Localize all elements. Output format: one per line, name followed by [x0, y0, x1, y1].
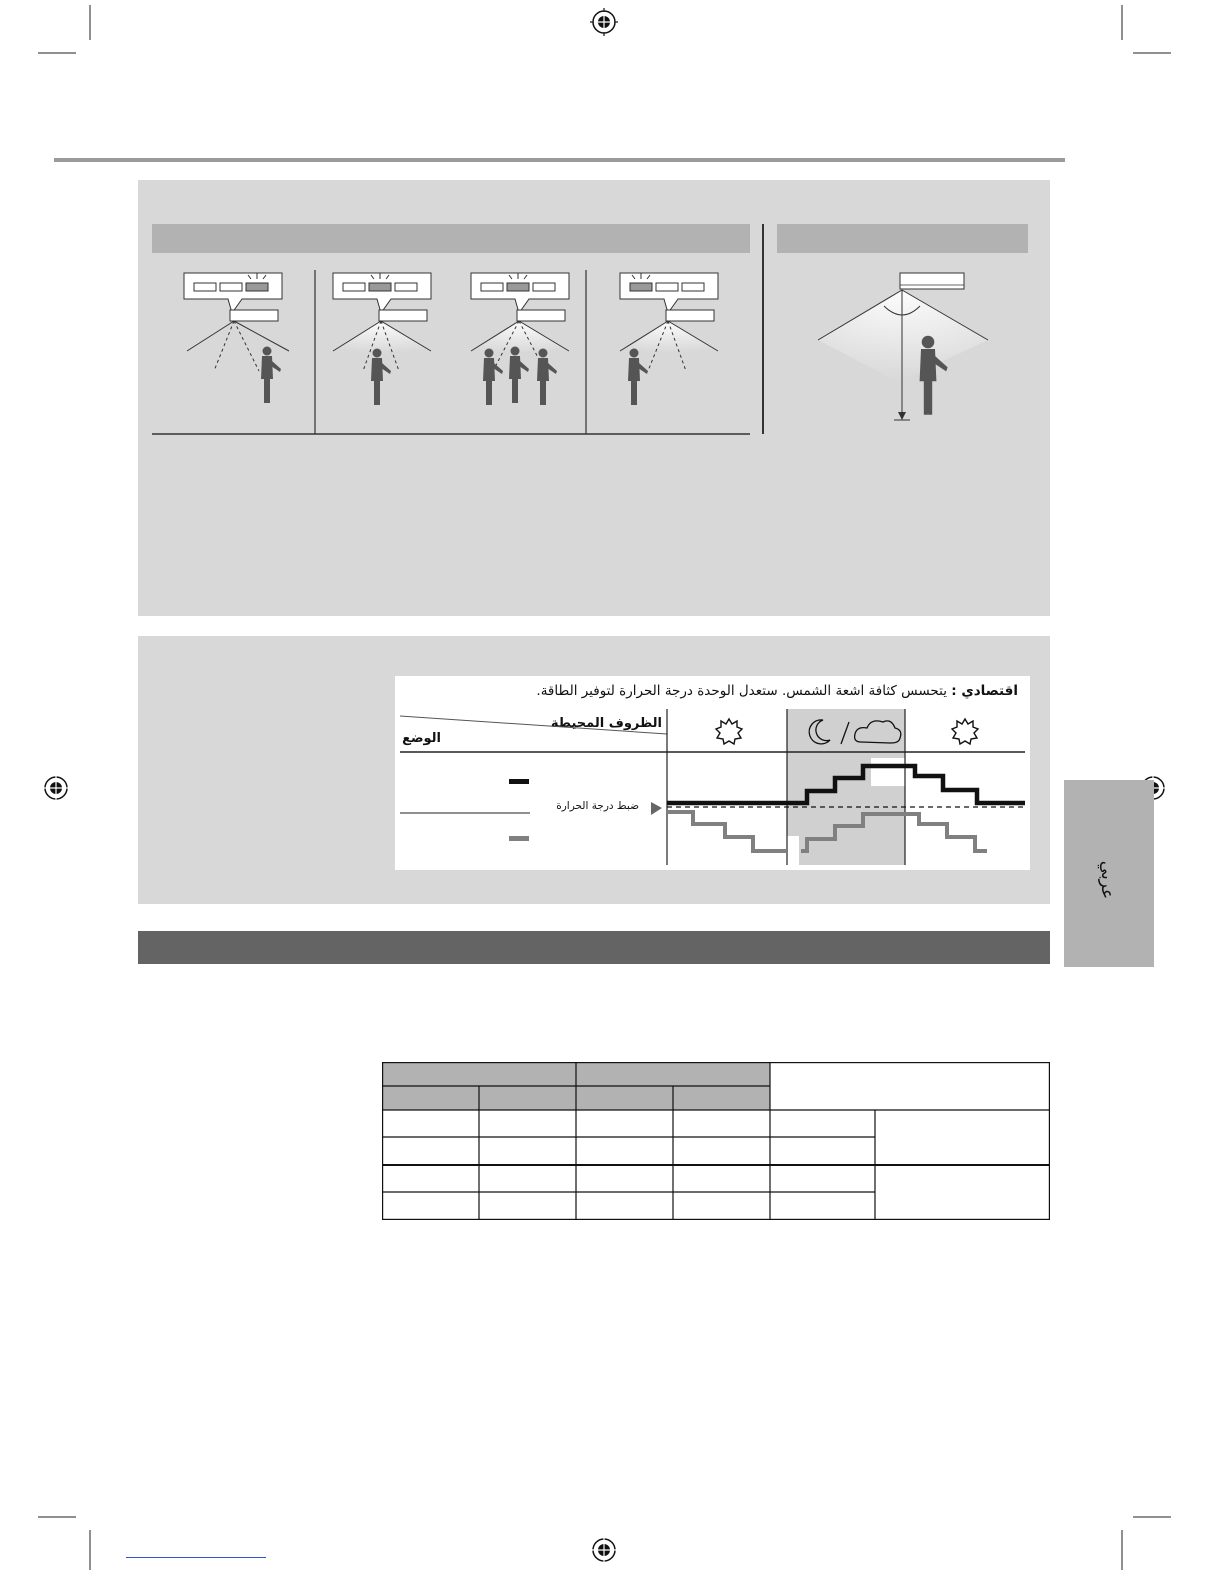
- registration-mark-icon: [42, 774, 70, 802]
- economy-temperature-diagram: [395, 676, 1030, 870]
- footer-underline: [126, 1557, 266, 1558]
- sensor-illustrations: [138, 180, 1050, 616]
- registration-mark-icon: [590, 1536, 618, 1564]
- sun-icon: [716, 719, 742, 744]
- sun-icon: [952, 719, 978, 744]
- chart-header-conditions: الظروف المحيطة: [550, 716, 662, 731]
- settings-table: [382, 1062, 1050, 1220]
- set-temperature-label: ضبط درجة الحرارة: [556, 800, 639, 812]
- sensor-illustration-1: [184, 273, 289, 403]
- heating-temperature-line: [667, 812, 787, 851]
- economy-caption-text: يتحسس كثافة اشعة الشمس. ستعدل الوحدة درجة الحرارة لتوفير الطاقة.: [536, 683, 952, 699]
- registration-mark-icon: [590, 8, 618, 36]
- sensor-illustration-3: [471, 273, 571, 405]
- sensor-illustration-2: [333, 273, 433, 405]
- economy-caption-bold: اقتصادي :: [951, 683, 1018, 699]
- sensor-illustration-4: [620, 273, 720, 405]
- detection-range-illustration: [818, 273, 988, 420]
- top-rule: [54, 158, 1065, 162]
- chart-header-mode: الوضع: [402, 731, 441, 746]
- section-header-bar: [138, 931, 1050, 964]
- language-tab-label: عربي: [1097, 860, 1117, 900]
